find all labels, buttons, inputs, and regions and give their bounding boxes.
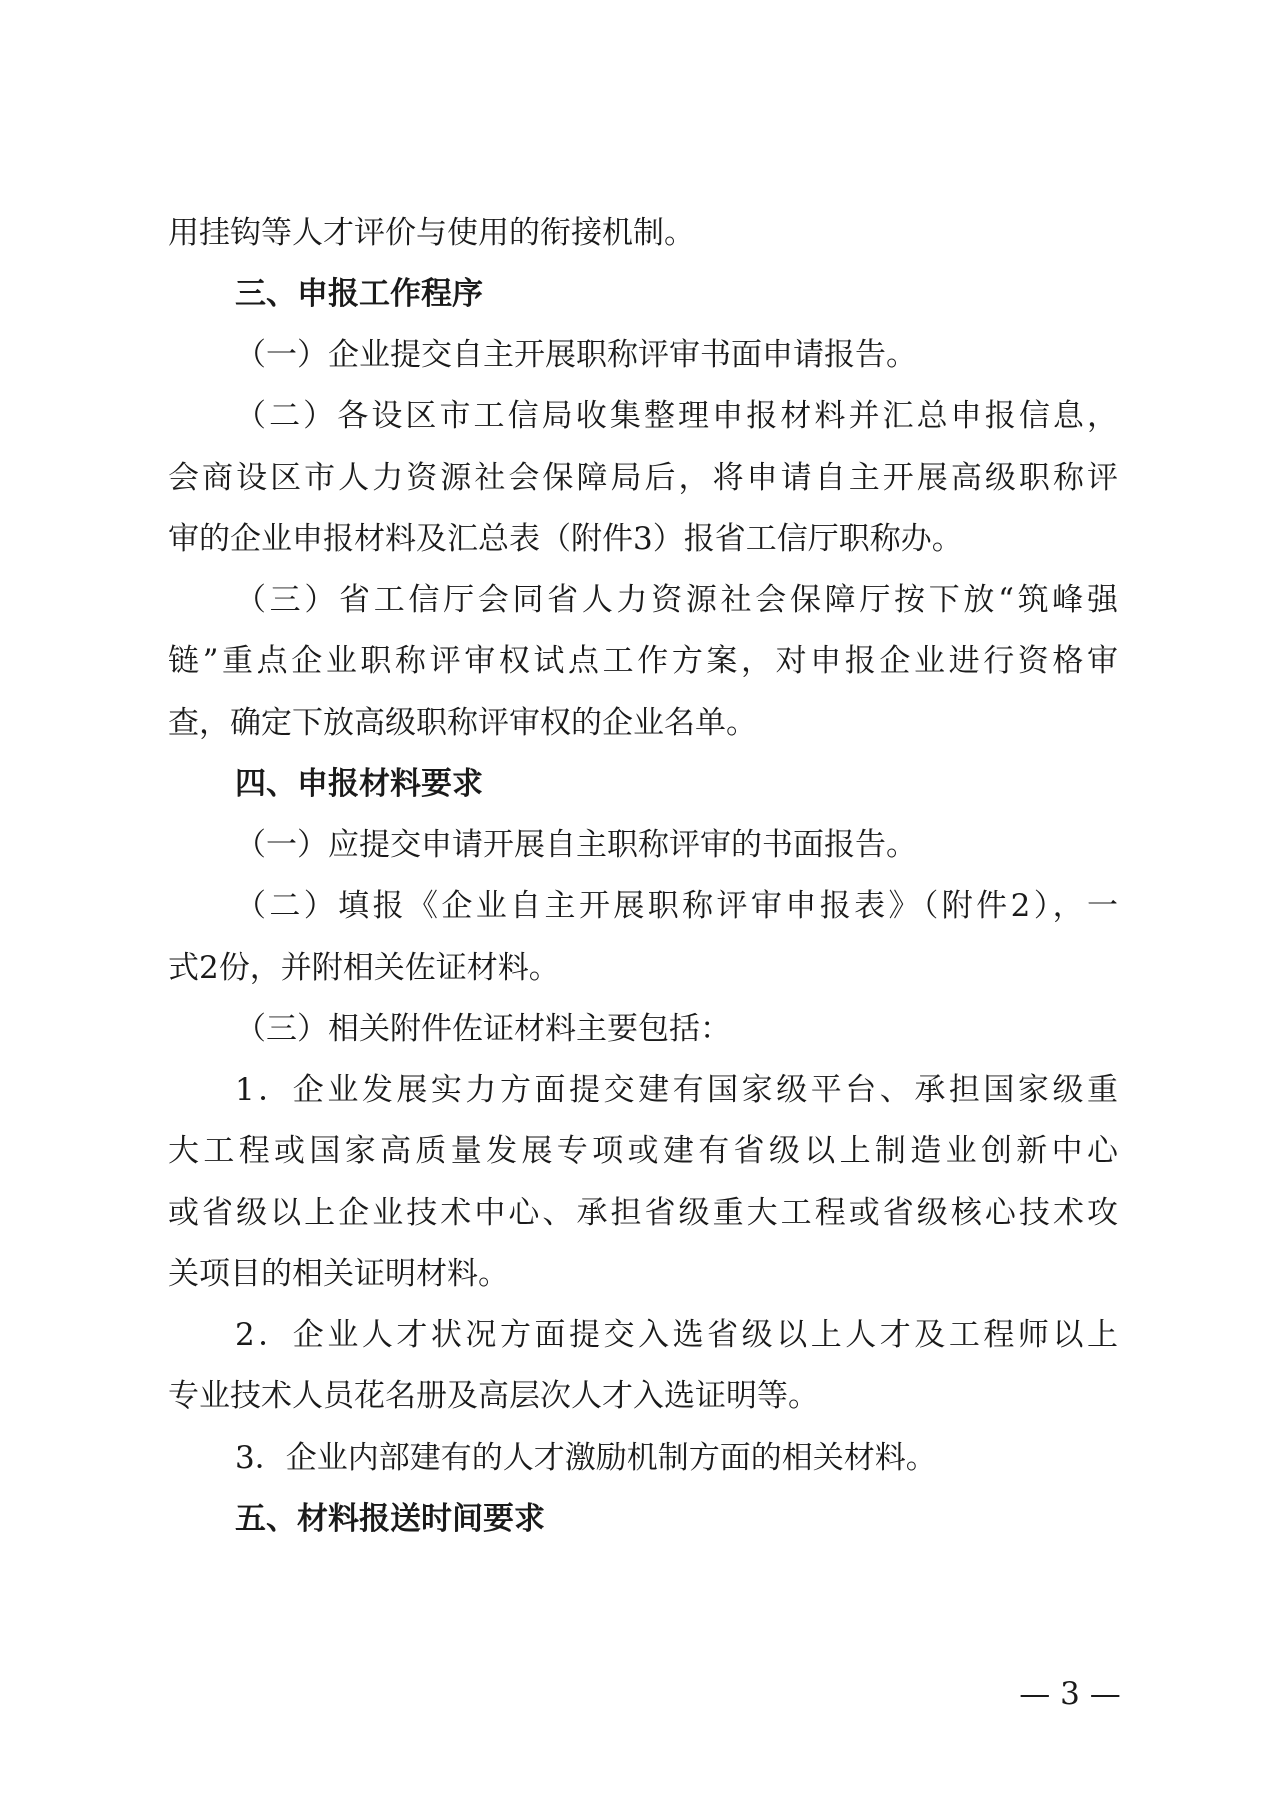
section-heading-4: 四、申报材料要求 — [235, 766, 483, 802]
text-line: （一）应提交申请开展自主职称评审的书面报告。 — [235, 827, 917, 863]
text-line: 审的企业申报材料及汇总表（附件3）报省工信厅职称办。 — [168, 521, 963, 557]
text-line: 链”重点企业职称评审权试点工作方案，对申报企业进行资格审 — [168, 643, 1118, 679]
page-number: — 3 — — [1019, 1676, 1121, 1712]
text-line: 2．企业人才状况方面提交入选省级以上人才及工程师以上 — [235, 1317, 1118, 1353]
section-heading-5: 五、材料报送时间要求 — [235, 1501, 545, 1537]
text-line: （二）填报《企业自主开展职称评审申报表》（附件2），一 — [235, 888, 1118, 924]
text-line: （三）相关附件佐证材料主要包括： — [235, 1011, 731, 1047]
text-line: （二）各设区市工信局收集整理申报材料并汇总申报信息， — [235, 398, 1118, 434]
text-line: （一）企业提交自主开展职称评审书面申请报告。 — [235, 337, 917, 373]
text-line: 查，确定下放高级职称评审权的企业名单。 — [168, 705, 757, 741]
text-line: 专业技术人员花名册及高层次人才入选证明等。 — [168, 1378, 819, 1414]
text-line: 1．企业发展实力方面提交建有国家级平台、承担国家级重 — [235, 1072, 1118, 1108]
section-heading-3: 三、申报工作程序 — [235, 276, 483, 312]
text-line: （三）省工信厅会同省人力资源社会保障厅按下放“筑峰强 — [235, 582, 1118, 618]
text-line: 用挂钩等人才评价与使用的衔接机制。 — [168, 215, 695, 251]
text-line: 或省级以上企业技术中心、承担省级重大工程或省级核心技术攻 — [168, 1195, 1118, 1231]
text-line: 大工程或国家高质量发展专项或建有省级以上制造业创新中心 — [168, 1133, 1118, 1169]
text-line: 关项目的相关证明材料。 — [168, 1256, 509, 1292]
text-line: 会商设区市人力资源社会保障局后，将申请自主开展高级职称评 — [168, 460, 1118, 496]
text-line: 3．企业内部建有的人才激励机制方面的相关材料。 — [235, 1440, 937, 1476]
text-line: 式2份，并附相关佐证材料。 — [168, 950, 560, 986]
